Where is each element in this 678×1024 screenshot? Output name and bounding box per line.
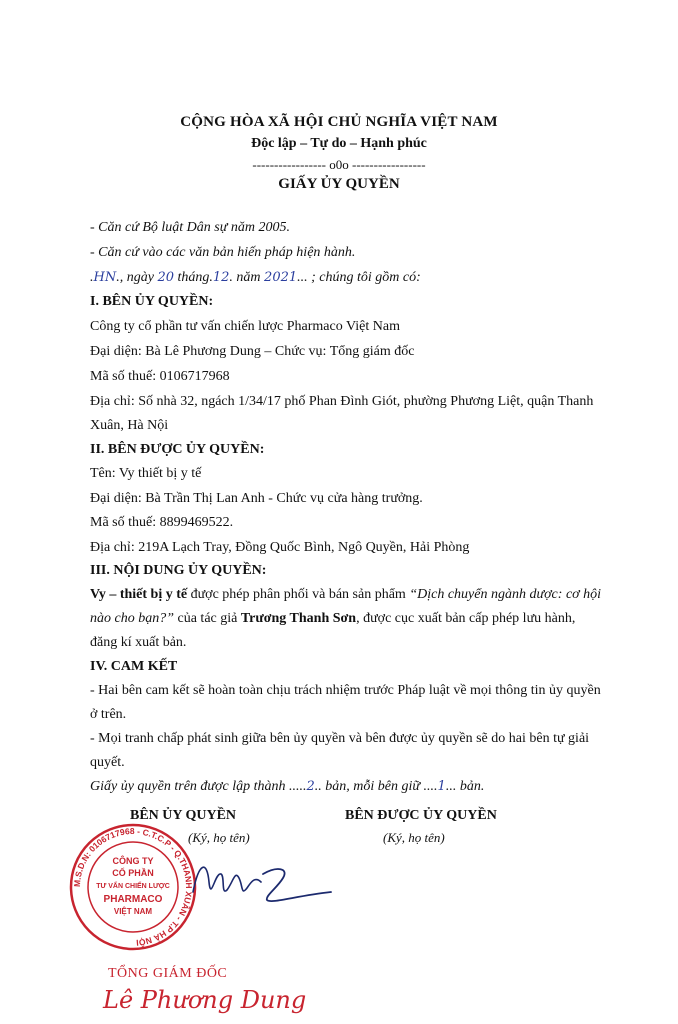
grantor-signature-note: (Ký, họ tên) <box>188 830 250 845</box>
grantor-signature-heading: BÊN ỦY QUYỀN <box>130 808 237 823</box>
handwritten-year: 2021 <box>264 270 298 285</box>
national-title: CỘNG HÒA XÃ HỘI CHỦ NGHĨA VIỆT NAM <box>180 114 498 130</box>
handwritten-month: 12 <box>212 270 230 285</box>
grantee-signature-note: (Ký, họ tên) <box>383 830 445 845</box>
section-4-heading: IV. CAM KẾT <box>90 659 178 674</box>
grantee-signature-heading: BÊN ĐƯỢC ỦY QUYỀN <box>345 808 497 823</box>
seal-ring-text: M.S.D.N: 0106717968 - C.T.C.P - Q.THANH XUÂN - T.P HÀ NỘI <box>71 825 195 948</box>
section-1-heading: I. BÊN ỦY QUYỀN: <box>90 294 214 309</box>
basis-constitution: - Căn cứ vào các văn bản hiến pháp hiện hành. <box>90 245 356 260</box>
copies-line: Giấy ủy quyền trên được lập thành .....2.. bản, mỗi bên giữ ....1... bản. <box>90 779 485 794</box>
seal-line-2: CỔ PHẦN <box>112 868 154 878</box>
signer-role: TỔNG GIÁM ĐỐC <box>108 966 228 981</box>
seal-line-1: CÔNG TY <box>112 856 154 866</box>
content-line-1: Vy – thiết bị y tế được phép phân phối và bán sản phẩm “Dịch chuyển ngành dược: cơ hội <box>90 587 602 602</box>
grantee-address: Địa chỉ: 219A Lạch Tray, Đồng Quốc Bình, Ngô Quyền, Hải Phòng <box>90 540 470 555</box>
commitment-1: - Hai bên cam kết sẽ hoàn toàn chịu trách nhiệm trước Pháp luật về mọi thông tin ủy quyền <box>90 683 601 698</box>
commitment-1-cont: ở trên. <box>90 707 127 722</box>
handwritten-copies-each: 1 <box>437 779 446 794</box>
grantor-address-cont: Xuân, Hà Nội <box>90 418 169 433</box>
grantee-name: Tên: Vy thiết bị y tế <box>90 466 202 481</box>
handwritten-copies-total: 2 <box>306 779 315 794</box>
handwritten-place: HN <box>93 270 117 285</box>
grantor-representative: Đại diện: Bà Lê Phương Dung – Chức vụ: Tổng giám đốc <box>90 344 415 359</box>
title-separator: ----------------- o0o ----------------- <box>252 157 426 172</box>
content-line-3: đăng kí xuất bản. <box>90 635 187 650</box>
seal-line-3: TƯ VẤN CHIẾN LƯỢC <box>96 883 170 890</box>
grantor-tax-code: Mã số thuế: 0106717968 <box>90 369 230 384</box>
date-line: .HN., ngày 20 tháng.12. năm 2021... ; chúng tôi gồm có: <box>90 270 421 285</box>
section-2-heading: II. BÊN ĐƯỢC ỦY QUYỀN: <box>90 442 265 457</box>
grantee-representative: Đại diện: Bà Trần Thị Lan Anh - Chức vụ cửa hàng trưởng. <box>90 491 423 506</box>
grantor-company: Công ty cổ phần tư vấn chiến lược Pharmaco Việt Nam <box>90 319 400 334</box>
commitment-2: - Mọi tranh chấp phát sinh giữa bên ủy quyền và bên được ủy quyền sẽ do hai bên tự giải <box>90 731 590 746</box>
commitment-2-cont: quyết. <box>90 755 125 770</box>
document-title: GIẤY ỦY QUYỀN <box>278 176 400 192</box>
section-3-heading: III. NỘI DUNG ỦY QUYỀN: <box>90 563 267 578</box>
grantee-tax-code: Mã số thuế: 8899469522. <box>90 515 234 530</box>
handwritten-signature-icon <box>185 852 335 912</box>
seal-line-5: VIỆT NAM <box>113 907 153 916</box>
seal-line-4: PHARMACO <box>103 894 163 905</box>
handwritten-day: 20 <box>157 270 174 285</box>
basis-civil-code: - Căn cứ Bộ luật Dân sự năm 2005. <box>90 220 290 235</box>
content-line-2: nào cho bạn?” của tác giả Trương Thanh Sơn, được cục xuất bản cấp phép lưu hành, <box>90 611 576 626</box>
grantor-address: Địa chỉ: Số nhà 32, ngách 1/34/17 phố Phan Đình Giót, phường Phương Liệt, quận Thanh <box>90 394 594 409</box>
signer-name: Lê Phương Dung <box>103 986 307 1014</box>
company-seal-icon <box>68 822 198 952</box>
national-motto: Độc lập – Tự do – Hạnh phúc <box>251 136 427 151</box>
